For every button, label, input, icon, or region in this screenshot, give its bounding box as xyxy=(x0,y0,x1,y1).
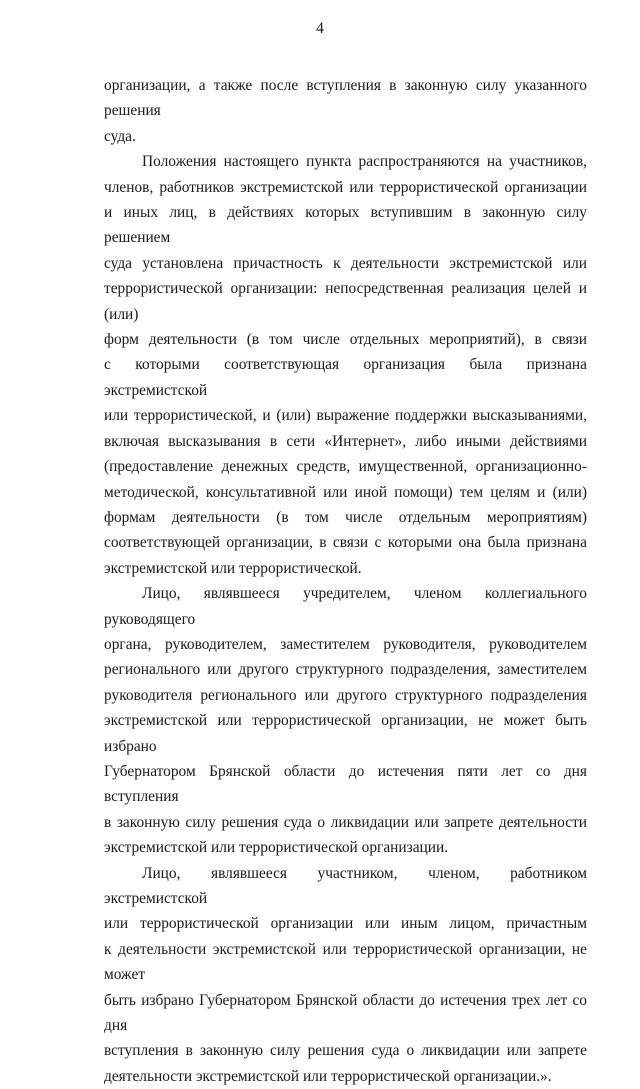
text-line: Губернатором Брянской области до истечения пяти лет со дня вступления xyxy=(104,762,587,806)
text-line: включая высказывания в сети «Интернет», либо иными действиями xyxy=(104,432,587,450)
text-line: членов, работников экстремистской или террористической организации xyxy=(104,178,587,196)
text-line: Лицо, являвшееся учредителем, членом коллегиального руководящего xyxy=(104,585,587,628)
text-line: Положения настоящего пункта распространяются на участников, xyxy=(142,153,587,171)
text-line: быть избрано Губернатором Брянской области до истечения трех лет со дня xyxy=(104,991,587,1035)
text-line: форм деятельности (в том числе отдельных мероприятий), в связи xyxy=(104,331,587,349)
paragraph-4 xyxy=(104,861,587,1089)
paragraph-3 xyxy=(104,581,587,860)
text-line: экстремистской или террористической организации, не может быть избрано xyxy=(104,712,587,755)
text-line: в законную силу решения суда о ликвидации или запрете деятельности xyxy=(104,813,587,831)
text-line: руководителя регионального или другого структурного подразделения xyxy=(104,686,587,704)
paragraph-2 xyxy=(104,149,587,581)
text-line: суда установлена причастность к деятельности экстремистской или xyxy=(104,254,587,272)
text-line: суда. xyxy=(104,127,136,145)
text-line: с которыми соответствующая организация была признана экстремистской xyxy=(104,356,587,399)
text-line: вступления в законную силу решения суда о ликвидации или запрете xyxy=(104,1042,587,1060)
text-line: (предоставление денежных средств, имущественной, организационно- xyxy=(104,458,587,476)
text-line: или террористической, и (или) выражение поддержки высказываниями, xyxy=(104,407,587,425)
text-line: регионального или другого структурного подразделения, заместителем xyxy=(104,661,587,679)
text-line: методической, консультативной или иной помощи) тем целям и (или) xyxy=(104,483,587,501)
text-line: организации, а также после вступления в законную силу указанного решения xyxy=(104,77,587,120)
text-line: формам деятельности (в том числе отдельным мероприятиям) xyxy=(104,508,587,526)
text-line: экстремистской или террористической организации. xyxy=(104,839,449,857)
text-line: террористической организации: непосредственная реализация целей и (или) xyxy=(104,280,587,323)
page-number: 4 xyxy=(316,20,324,37)
paragraph-1 xyxy=(104,73,587,149)
text-line: деятельности экстремистской или террористической организации.». xyxy=(104,1067,552,1085)
document-body xyxy=(104,73,587,1089)
text-line: соответствующей организации, в связи с которыми она была признана xyxy=(104,534,587,552)
text-line: Лицо, являвшееся участником, членом, работником экстремистской xyxy=(104,864,587,907)
text-line: и иных лиц, в действиях которых вступившим в законную силу решением xyxy=(104,204,587,247)
text-line: экстремистской или террористической. xyxy=(104,559,362,577)
text-line: органа, руководителем, заместителем руководителя, руководителем xyxy=(104,635,587,653)
text-line: или террористической организации или иным лицом, причастным xyxy=(104,915,587,933)
text-line: к деятельности экстремистской или террористической организации, не может xyxy=(104,940,587,984)
